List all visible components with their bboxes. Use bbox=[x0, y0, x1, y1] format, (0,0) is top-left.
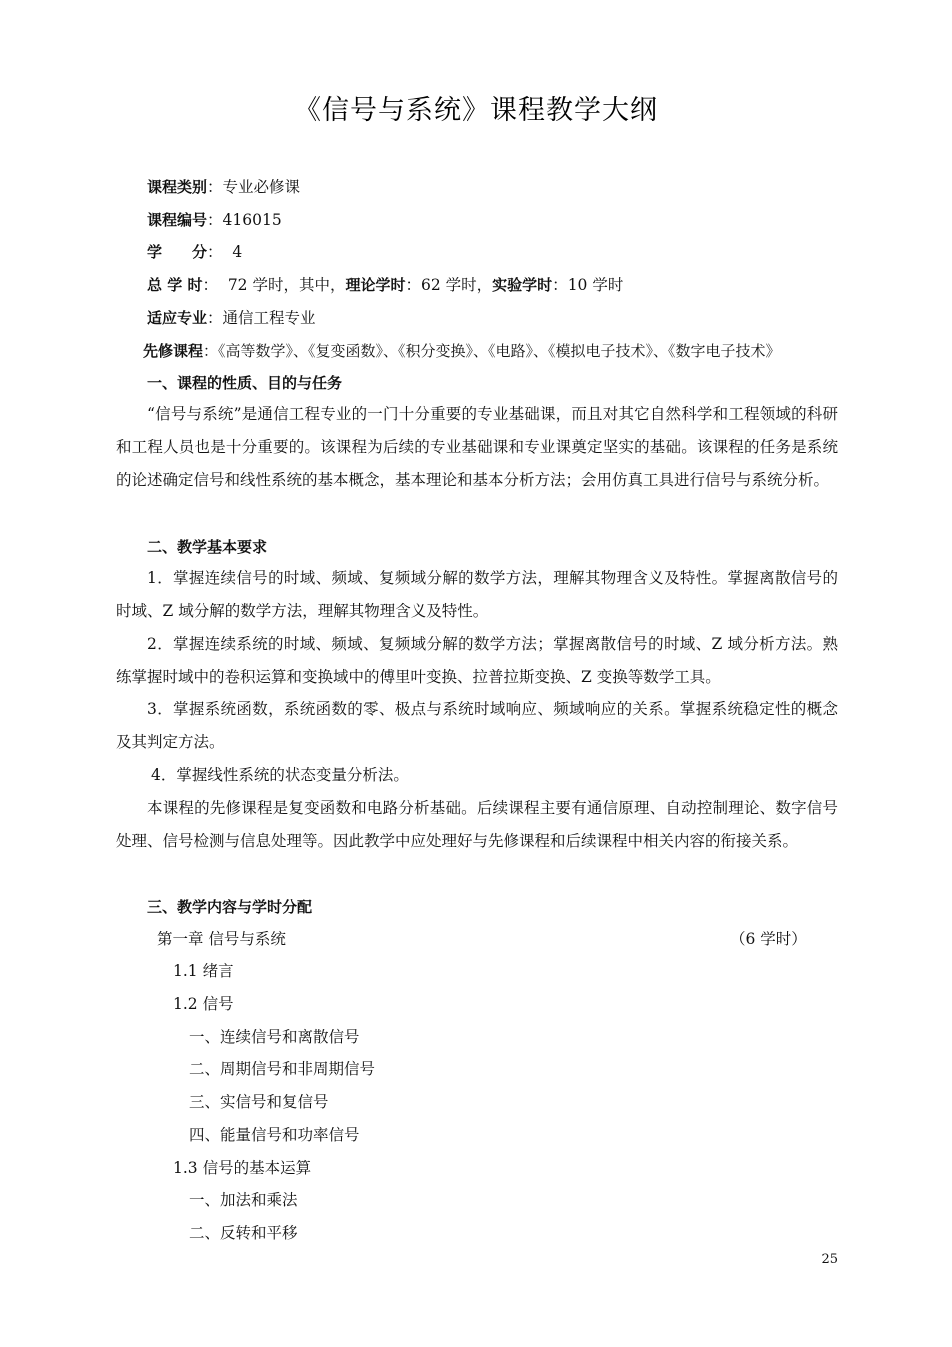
course-hours-value: 72 学时，其中， bbox=[227, 276, 346, 294]
requirement-item-3: 3．掌握系统函数，系统函数的零、极点与系统时域响应、频域响应的关系。掌握系统稳定性的概念及其判定方法。 bbox=[116, 700, 838, 751]
course-code-value: 416015 bbox=[222, 211, 282, 229]
outline-item: 1.3 信号的基本运算 bbox=[173, 1159, 312, 1177]
course-relation-note: 本课程的先修课程是复变函数和电路分析基础。后续课程主要有通信原理、自动控制理论、数字信号处理、信号检测与信息处理等。因此教学中应处理好与先修课程和后续课程中相关内容的衔接关系。 bbox=[116, 799, 838, 850]
chapter-1-hours: （6 学时） bbox=[730, 930, 807, 948]
page-title: 《信号与系统》课程教学大纲 bbox=[294, 95, 658, 126]
outline-subitem: 三、实信号和复信号 bbox=[189, 1093, 329, 1111]
page-number: 25 bbox=[821, 1252, 838, 1267]
course-hours-label: 总 学 时 bbox=[147, 276, 203, 294]
lab-hours-label: 实验学时 bbox=[492, 276, 553, 294]
outline-subitem: 一、加法和乘法 bbox=[189, 1191, 298, 1209]
requirement-item-1: 1．掌握连续信号的时域、频域、复频域分解的数学方法，理解其物理含义及特性。掌握离散信号的时域、Z 域分解的数学方法，理解其物理含义及特性。 bbox=[116, 569, 838, 620]
course-major-label: 适应专业 bbox=[147, 309, 208, 327]
requirement-item-4: 4．掌握线性系统的状态变量分析法。 bbox=[151, 766, 409, 784]
section-nature-text: “信号与系统”是通信工程专业的一门十分重要的专业基础课，而且对其它自然科学和工程领域的科研和工程人员也是十分重要的。该课程为后续的专业基础课和专业课奠定坚实的基础。该课程的任务是系统的论述确定信号和线性系统的基本概念，基本理论和基本分析方法；会用仿真工具进行信号与系统分析。 bbox=[116, 405, 838, 489]
course-category-value: 专业必修课 bbox=[222, 178, 301, 196]
outline-item: 1.2 信号 bbox=[173, 995, 234, 1013]
outline-subitem: 一、连续信号和离散信号 bbox=[189, 1028, 360, 1046]
theory-hours-value: 62 学时， bbox=[421, 276, 493, 294]
chapter-1-title: 第一章 信号与系统 bbox=[157, 930, 286, 948]
course-code-label: 课程编号 bbox=[147, 211, 208, 229]
section-heading-content: 三、教学内容与学时分配 bbox=[147, 898, 313, 916]
course-credit-row: 学 分： 4 bbox=[147, 243, 243, 261]
outline-subitem: 二、反转和平移 bbox=[189, 1224, 298, 1242]
course-major-row: 适应专业：通信工程专业 bbox=[147, 309, 316, 327]
course-major-value: 通信工程专业 bbox=[222, 309, 316, 327]
outline-subitem: 二、周期信号和非周期信号 bbox=[189, 1060, 376, 1078]
lab-hours-value: 10 学时 bbox=[567, 276, 624, 294]
course-prereq-value: 《高等数学》、《复变函数》、《积分变换》、《电路》、《模拟电子技术》、《数字电子技术》 bbox=[218, 342, 781, 360]
course-prereq-row: 先修课程：《高等数学》、《复变函数》、《积分变换》、《电路》、《模拟电子技术》、《数字电子技术》 bbox=[143, 342, 781, 360]
course-category-label: 课程类别 bbox=[147, 178, 208, 196]
course-category-row: 课程类别：专业必修课 bbox=[147, 178, 301, 196]
course-code-row: 课程编号：416015 bbox=[147, 211, 282, 229]
outline-item: 1.1 绪言 bbox=[173, 962, 234, 980]
course-hours-row: 总 学 时： 72 学时，其中，理论学时：62 学时，实验学时：10 学时 bbox=[147, 276, 624, 294]
course-credit-value: 4 bbox=[232, 243, 243, 261]
requirement-item-2: 2．掌握连续系统的时域、频域、复频域分解的数学方法；掌握离散信号的时域、Z 域分析方法。熟练掌握时域中的卷积运算和变换域中的傅里叶变换、拉普拉斯变换、Z 变换等数学工具。 bbox=[116, 635, 838, 686]
section-heading-requirements: 二、教学基本要求 bbox=[147, 538, 268, 556]
section-heading-nature: 一、课程的性质、目的与任务 bbox=[147, 374, 343, 392]
outline-subitem: 四、能量信号和功率信号 bbox=[189, 1126, 360, 1144]
theory-hours-label: 理论学时 bbox=[345, 276, 406, 294]
course-credit-label: 学 分 bbox=[147, 243, 208, 261]
course-prereq-label: 先修课程 bbox=[143, 342, 204, 360]
